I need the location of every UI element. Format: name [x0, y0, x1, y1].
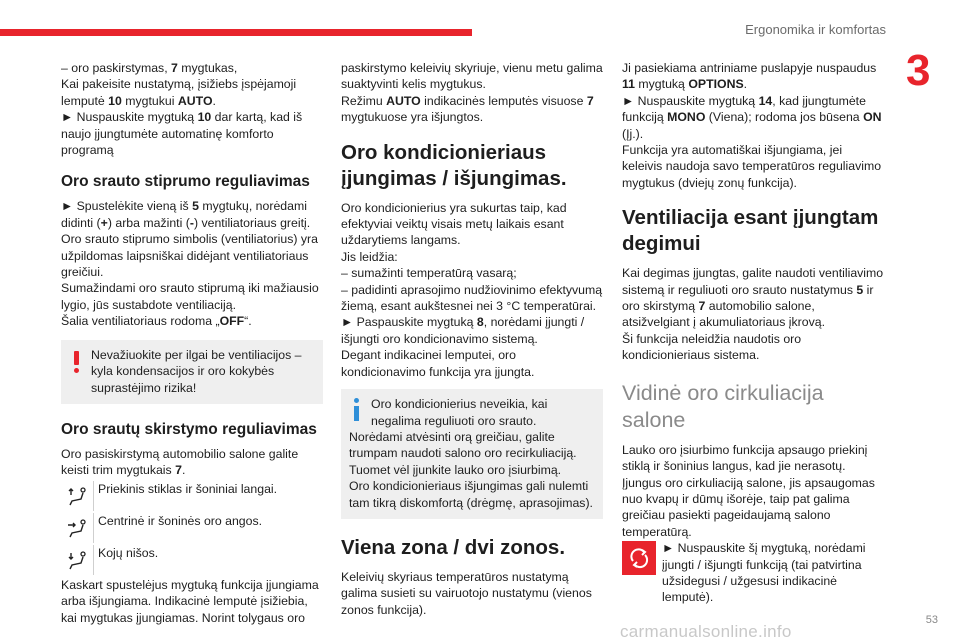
paragraph: Oro kondicionierius yra sukurtas taip, kad efektyviai veiktų visais metų laikais esant uždarytiems langams. Jis leidžia: – sumažinti temperatūrą vasarą; – padidinti aprasojimo nudžiovinimo efektyvumą žiemą, esant aukštesnei nei 3 °C temperatūrai. ► Paspauskite mygtuką 8, norėdami įjungti / išjungti oro kondicionavimo sistemą. Degant indikacinei lemputei, oro kondicionavimo funkcija yra įjungta.	[341, 200, 603, 379]
icon-label: Centrinė ir šoninės oro angos.	[98, 513, 263, 528]
paragraph: Lauko oro įsiurbimo funkcija apsaugo priekinį stiklą ir šoninius langus, kad jie nerasotų. Įjungus oro cirkuliaciją salone, jis apsaugomas nuo kvapų ir dūmų išorėje, taip pat galima greičiau pasiekti pageidaujamą salono temperatūrą.	[622, 442, 875, 539]
recirculation-instruction	[622, 540, 884, 606]
column-2	[341, 60, 603, 618]
feet-airflow-icon	[61, 545, 94, 575]
chapter-number: 3	[906, 46, 931, 95]
warning-icon	[73, 351, 80, 373]
paragraph: ► Spustelėkite vieną iš 5 mygtukų, norėdami didinti (+) arba mažinti (-) ventiliatoriaus greitį. Oro srauto stiprumo simbolis (ventiliatorius) yra užpildomas laipsniškai didėjant ventiliatoriaus greičiui. Sumažindami oro srauto stiprumą iki mažiausio lygio, jūs sustabdote ventiliaciją. Šalia ventiliatoriaus rodoma „OFF“.	[61, 199, 319, 329]
watermark: carmanualsonline.info	[620, 622, 792, 641]
recirculation-icon	[622, 541, 656, 575]
paragraph: Ji pasiekiama antriniame puslapyje nuspaudus 11 mygtuką OPTIONS. ► Nuspauskite mygtuką 14, kad įjungtumėte funkciją MONO (Viena); rodoma jos būsena ON (Įj.). Funkcija yra automatiškai išjungiama, jei keleivis naudoja savo temperatūros reguliavimo mygtukus (dviejų zonų funkcija).	[622, 61, 882, 190]
paragraph: Oro pasiskirstymą automobilio salone galite keisti trim mygtukais 7.	[61, 446, 299, 478]
warning-text: Nevažiuokite per ilgai be ventiliacijos – kyla kondensacijos ir oro kokybės suprastėjimo rizika!	[91, 347, 302, 395]
instruction-text: ► Nuspauskite šį mygtuką, norėdami įjungti / išjungti funkciją (tai patvirtina užsidegusi / užgesusi indikacinė lemputė).	[662, 541, 866, 605]
heading-flow: Oro srauto stiprumo reguliavimas	[61, 173, 310, 191]
windscreen-airflow-icon	[61, 481, 94, 511]
info-icon	[353, 398, 360, 422]
face-airflow-icon	[61, 513, 94, 543]
icon-label: Kojų nišos.	[98, 545, 159, 560]
info-box: Oro kondicionierius neveikia, kai negalima reguliuoti oro srauto. Norėdami atvėsinti orą greičiau, galite trumpam naudoti salono oro recirkuliaciją. Tuomet vėl įjunkite lauko oro įsiurbimą. Oro kondicionieriaus išjungimas gali nulemti tam tikrą diskomfortą (drėgmę, aprasojimas).	[341, 389, 603, 519]
header-accent-bar	[0, 29, 472, 36]
page-number: 53	[925, 614, 938, 626]
paragraph: paskirstymo keleivių skyriuje, vienu metu galima suaktyvinti kelis mygtukus. Režimu AUTO indikacinės lemputės visuose 7 mygtukuose yra išjungtos.	[341, 61, 603, 125]
column-1	[61, 60, 323, 626]
paragraph: Kai degimas įjungtas, galite naudoti ventiliavimo sistemą ir reguliuoti oro srauto nustatymus 5 ir oro skirstymą 7 automobilio salone, atsižvelgiant į akumuliatoriaus įkrovą. Ši funkcija neleidžia naudotis oro kondicionieriaus sistema.	[622, 266, 884, 363]
section-title: Ergonomika ir komfortas	[745, 22, 886, 37]
column-3	[622, 60, 884, 606]
heading-zone: Viena zona / dvi zonos.	[341, 535, 566, 559]
paragraph: Keleivių skyriaus temperatūros nustatymą galima susieti su vairuotojo nustatymu (vienos zonos funkcija).	[341, 569, 592, 617]
icon-row	[61, 545, 323, 575]
icon-label: Priekinis stiklas ir šoniniai langai.	[98, 481, 278, 496]
icon-row	[61, 513, 323, 543]
heading-ac: Oro kondicionieriaus įjungimas / išjungimas.	[341, 140, 567, 190]
heading-distribution: Oro srautų skirstymo reguliavimas	[61, 420, 317, 438]
heading-recirculation: Vidinė oro cirkuliacija salone	[622, 380, 824, 432]
paragraph: – oro paskirstymas, 7 mygtukas, Kai pakeisite nustatymą, įsižiebs įspėjamoji lemputė 10 mygtukui AUTO. ► Nuspauskite mygtuką 10 dar kartą, kad iš naujo įjungtumėte automatinę komforto programą	[61, 61, 303, 158]
warning-box	[61, 340, 323, 404]
paragraph: Kaskart spustelėjus mygtuką funkcija įjungiama arba išjungiama. Indikacinė lemputė įsižiebia, kai mygtukas įjungiamas. Norint tolygaus oro	[61, 577, 319, 625]
heading-ventilation: Ventiliacija esant įjungtam degimui	[622, 206, 879, 256]
icon-row	[61, 481, 323, 511]
